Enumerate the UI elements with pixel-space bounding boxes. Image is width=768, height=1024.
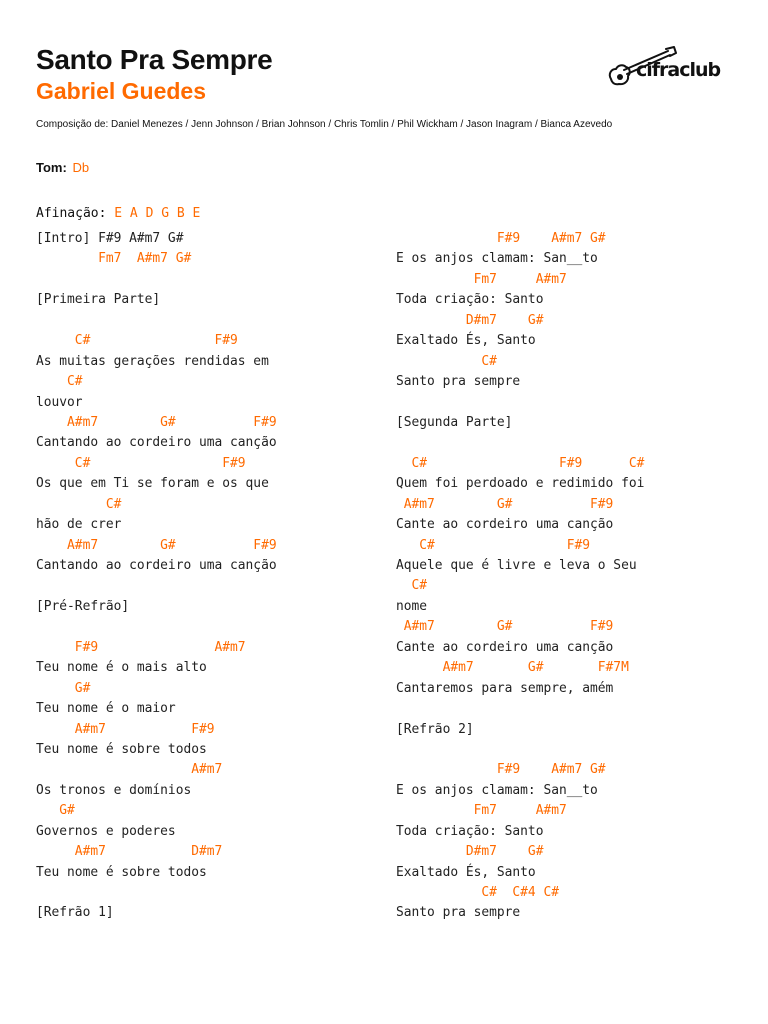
chord-line[interactable]: D#m7 G# <box>396 312 544 328</box>
lyric-line: [Primeira Parte] <box>36 292 161 308</box>
chord-line[interactable]: F#9 A#m7 G# <box>396 231 606 246</box>
tuning <box>36 206 200 221</box>
lyric-line: Toda criação: Santo <box>396 292 544 308</box>
chord-line[interactable]: D#m7 G# <box>396 844 544 860</box>
lyric-line: [Pré-Refrão] <box>36 598 130 614</box>
lyric-line: Os tronos e domínios <box>36 782 192 798</box>
chord-line[interactable]: A#m7 G# F#9 <box>396 619 614 635</box>
lyric-line <box>36 311 396 331</box>
lyric-line <box>396 433 756 453</box>
chord-line[interactable]: C# F#9 <box>36 455 246 471</box>
lyric-line: E os anjos clamam: San__to <box>396 782 598 798</box>
lyric-line: Quem foi perdoado e redimido foi <box>396 476 645 492</box>
lyric-line: As muitas gerações rendidas em <box>36 353 269 369</box>
lyric-line: Teu nome é o mais alto <box>36 660 207 676</box>
lyric-line: Cantando ao cordeiro uma canção <box>36 558 277 573</box>
chord-line[interactable]: A#m7 <box>36 762 223 778</box>
artist-name[interactable]: Gabriel Guedes <box>36 78 207 104</box>
lyric-line: Cantaremos para sempre, amém <box>396 680 614 696</box>
lyric-line: Santo pra sempre <box>396 905 521 921</box>
lyric-line: hão de crer <box>36 517 122 533</box>
lyric-line: Cante ao cordeiro uma canção <box>396 517 614 533</box>
lyrics-column-right <box>396 229 756 924</box>
lyric-line <box>36 270 396 290</box>
lyric-line: [Segunda Parte] <box>396 414 513 430</box>
chord-line[interactable]: Fm7 A#m7 <box>396 271 567 287</box>
lyrics-column-left <box>36 229 396 924</box>
chord-line[interactable]: G# <box>36 803 75 819</box>
lyric-line: Toda criação: Santo <box>396 823 544 839</box>
lyric-line: Santo pra sempre <box>396 374 521 390</box>
cifraclub-logo[interactable] <box>606 46 724 92</box>
chord-line[interactable]: A#m7 G# F#9 <box>396 496 614 512</box>
chord-line[interactable]: C# F#9 <box>396 537 591 553</box>
lyric-line: Teu nome é sobre todos <box>36 864 207 880</box>
chord-line[interactable]: A#m7 G# F#7M <box>396 660 629 676</box>
key-label: Tom: <box>36 160 67 175</box>
tuning-label: Afinação: <box>36 206 107 221</box>
chord-line[interactable]: C# C#4 C# <box>396 885 559 900</box>
chord-line[interactable]: C# F#9 <box>36 333 238 349</box>
lyric-line <box>396 740 756 760</box>
chord-line[interactable]: Fm7 A#m7 G# <box>36 251 192 267</box>
lyric-line: Governos e poderes <box>36 823 176 839</box>
lyric-line <box>36 576 396 596</box>
logo-text: cifraclub <box>636 59 721 81</box>
lyric-line: E os anjos clamam: San__to <box>396 251 598 267</box>
chord-line[interactable]: A#m7 F#9 <box>36 721 215 737</box>
lyric-line: Aquele que é livre e leva o Seu <box>396 558 637 573</box>
lyric-line <box>36 617 396 637</box>
lyric-line: Os que em Ti se foram e os que <box>36 476 269 492</box>
lyric-line <box>36 883 396 903</box>
tuning-notes[interactable]: E A D G B E <box>114 206 201 221</box>
lyric-line: Exaltado És, Santo <box>396 864 536 880</box>
lyric-line: louvor <box>36 394 83 410</box>
chord-line[interactable]: F#9 A#m7 <box>36 639 246 655</box>
lyric-line: [Intro] F#9 A#m7 G# <box>36 231 184 246</box>
lyric-line <box>396 393 756 413</box>
lyric-line: nome <box>396 598 428 614</box>
chord-line[interactable]: C# <box>396 578 428 594</box>
chord-line[interactable]: A#m7 G# F#9 <box>36 414 277 430</box>
chord-line[interactable]: G# <box>36 680 91 696</box>
lyric-line <box>396 699 756 719</box>
lyric-line: Cante ao cordeiro uma canção <box>396 639 614 655</box>
chord-line[interactable]: C# <box>396 353 497 369</box>
lyric-line: Exaltado És, Santo <box>396 333 536 349</box>
chord-line[interactable]: C# F#9 C# <box>396 455 645 471</box>
song-title: Santo Pra Sempre <box>36 44 273 75</box>
chord-line[interactable]: Fm7 A#m7 <box>396 803 567 819</box>
lyric-line: Cantando ao cordeiro uma canção <box>36 435 277 451</box>
lyric-line: Teu nome é sobre todos <box>36 741 207 757</box>
chord-line[interactable]: F#9 A#m7 G# <box>396 762 606 778</box>
chord-line[interactable]: A#m7 G# F#9 <box>36 537 277 553</box>
chord-line[interactable]: C# <box>36 496 122 512</box>
lyric-line: Teu nome é o maior <box>36 701 176 717</box>
song-key <box>36 160 89 175</box>
composers-credit: Composição de: Daniel Menezes / Jenn Johnson / Brian Johnson / Chris Tomlin / Phil Wickham / Jason Inagram / Bianca Azevedo <box>36 119 613 130</box>
key-value[interactable]: Db <box>72 160 90 175</box>
chord-line[interactable]: A#m7 D#m7 <box>36 844 223 860</box>
lyric-line: [Refrão 2] <box>396 721 474 737</box>
chord-line[interactable]: C# <box>36 374 83 390</box>
lyric-line: [Refrão 1] <box>36 905 114 921</box>
